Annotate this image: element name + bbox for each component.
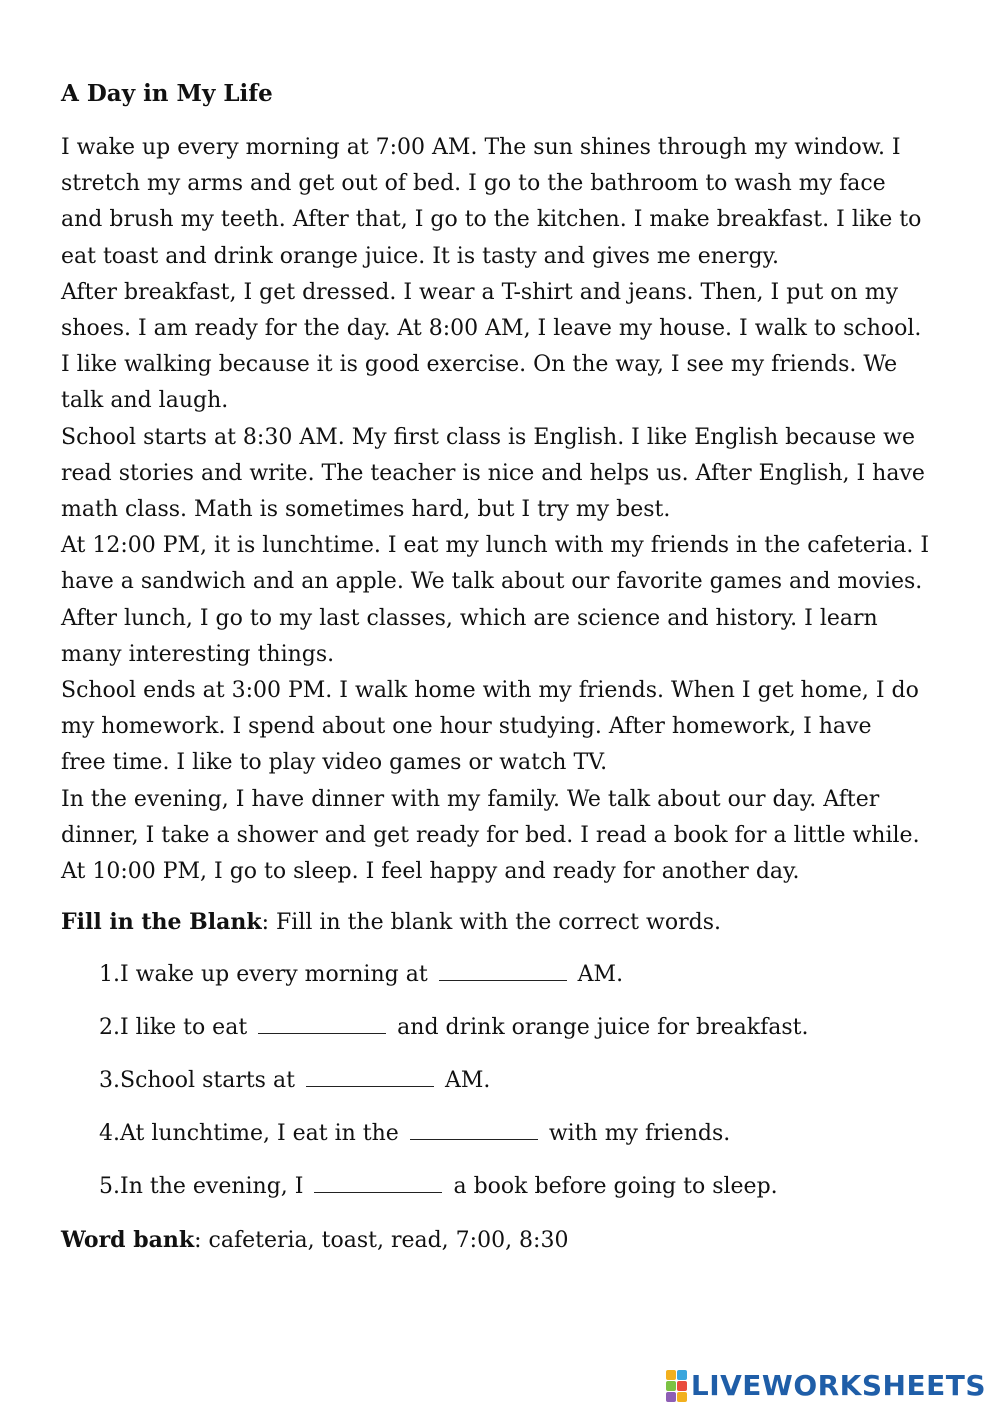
instructions-label: Fill in the Blank <box>61 909 262 936</box>
question-number: 3. <box>99 1068 120 1094</box>
word-bank-text: : cafeteria, toast, read, 7:00, 8:30 <box>194 1228 569 1254</box>
question-number: 5. <box>99 1174 120 1200</box>
question-item <box>99 957 951 993</box>
story-line: my homework. I spend about one hour studying. After homework, I have <box>61 714 872 740</box>
question-text-before: School starts at <box>120 1068 295 1094</box>
story-paragraph <box>61 130 951 890</box>
question-text-before: At lunchtime, I eat in the <box>120 1121 399 1147</box>
story-line: stretch my arms and get out of bed. I go to the bathroom to wash my face <box>61 171 886 197</box>
question-number: 2. <box>99 1015 120 1041</box>
worksheet-title: A Day in My Life <box>61 80 273 107</box>
question-text-after: AM. <box>577 962 624 988</box>
story-line: In the evening, I have dinner with my family. We talk about our day. After <box>61 786 880 812</box>
story-line: free time. I like to play video games or watch TV. <box>61 750 608 776</box>
answer-blank[interactable] <box>410 1121 538 1140</box>
story-text <box>61 130 951 890</box>
story-line: dinner, I take a shower and get ready for bed. I read a book for a little while. <box>61 822 920 848</box>
answer-blank[interactable] <box>306 1068 434 1087</box>
story-line: have a sandwich and an apple. We talk about our favorite games and movies. <box>61 569 923 595</box>
story-line: After lunch, I go to my last classes, which are science and history. I learn <box>61 605 878 631</box>
liveworksheets-logo-icon <box>666 1370 687 1402</box>
logo-mark-square <box>677 1392 687 1402</box>
story-line: At 12:00 PM, it is lunchtime. I eat my lunch with my friends in the cafeteria. I <box>61 533 930 559</box>
question-text-after: with my friends. <box>548 1121 731 1147</box>
fill-in-blank-instructions <box>61 904 951 941</box>
story-line: and brush my teeth. After that, I go to the kitchen. I make breakfast. I like to <box>61 207 922 233</box>
question-number: 4. <box>99 1121 120 1147</box>
answer-blank[interactable] <box>314 1174 442 1193</box>
question-item <box>99 1063 951 1099</box>
logo-mark-square <box>666 1381 676 1391</box>
question-text-after: and drink orange juice for breakfast. <box>397 1015 809 1041</box>
word-bank <box>61 1222 951 1259</box>
story-line: eat toast and drink orange juice. It is tasty and gives me energy. <box>61 243 780 269</box>
story-line: I wake up every morning at 7:00 AM. The sun shines through my window. I <box>61 135 901 160</box>
logo-text: LIVEWORKSHEETS <box>690 1369 986 1402</box>
answer-blank[interactable] <box>439 962 567 981</box>
story-line: talk and laugh. <box>61 388 229 414</box>
story-line: At 10:00 PM, I go to sleep. I feel happy and ready for another day. <box>61 859 800 885</box>
story-line: read stories and write. The teacher is nice and helps us. After English, I have <box>61 460 925 486</box>
story-line: School ends at 3:00 PM. I walk home with my friends. When I get home, I do <box>61 678 919 704</box>
story-line: I like walking because it is good exercise. On the way, I see my friends. We <box>61 352 898 378</box>
liveworksheets-logo <box>666 1369 986 1402</box>
story-line: many interesting things. <box>61 641 335 667</box>
story-line: After breakfast, I get dressed. I wear a T-shirt and jeans. Then, I put on my <box>61 279 898 305</box>
question-text-after: AM. <box>444 1068 491 1094</box>
question-item <box>99 1116 951 1152</box>
story-line: School starts at 8:30 AM. My first class is English. I like English because we <box>61 424 915 450</box>
question-text-before: I wake up every morning at <box>120 962 428 988</box>
logo-mark-square <box>677 1370 687 1380</box>
worksheet-page <box>61 76 951 1259</box>
logo-mark-square <box>677 1381 687 1391</box>
question-text-after: a book before going to sleep. <box>453 1174 778 1200</box>
question-item <box>99 1010 951 1046</box>
question-text-before: In the evening, I <box>120 1174 304 1200</box>
logo-mark-square <box>666 1370 676 1380</box>
question-number: 1. <box>99 962 120 988</box>
instructions-text: : Fill in the blank with the correct words. <box>261 910 721 936</box>
story-line: shoes. I am ready for the day. At 8:00 AM, I leave my house. I walk to school. <box>61 316 922 342</box>
logo-mark-square <box>666 1392 676 1402</box>
story-line: math class. Math is sometimes hard, but I try my best. <box>61 497 671 523</box>
question-item <box>99 1169 951 1205</box>
question-list <box>99 957 951 1205</box>
word-bank-label: Word bank <box>61 1227 195 1254</box>
answer-blank[interactable] <box>258 1015 386 1034</box>
question-text-before: I like to eat <box>120 1015 248 1041</box>
